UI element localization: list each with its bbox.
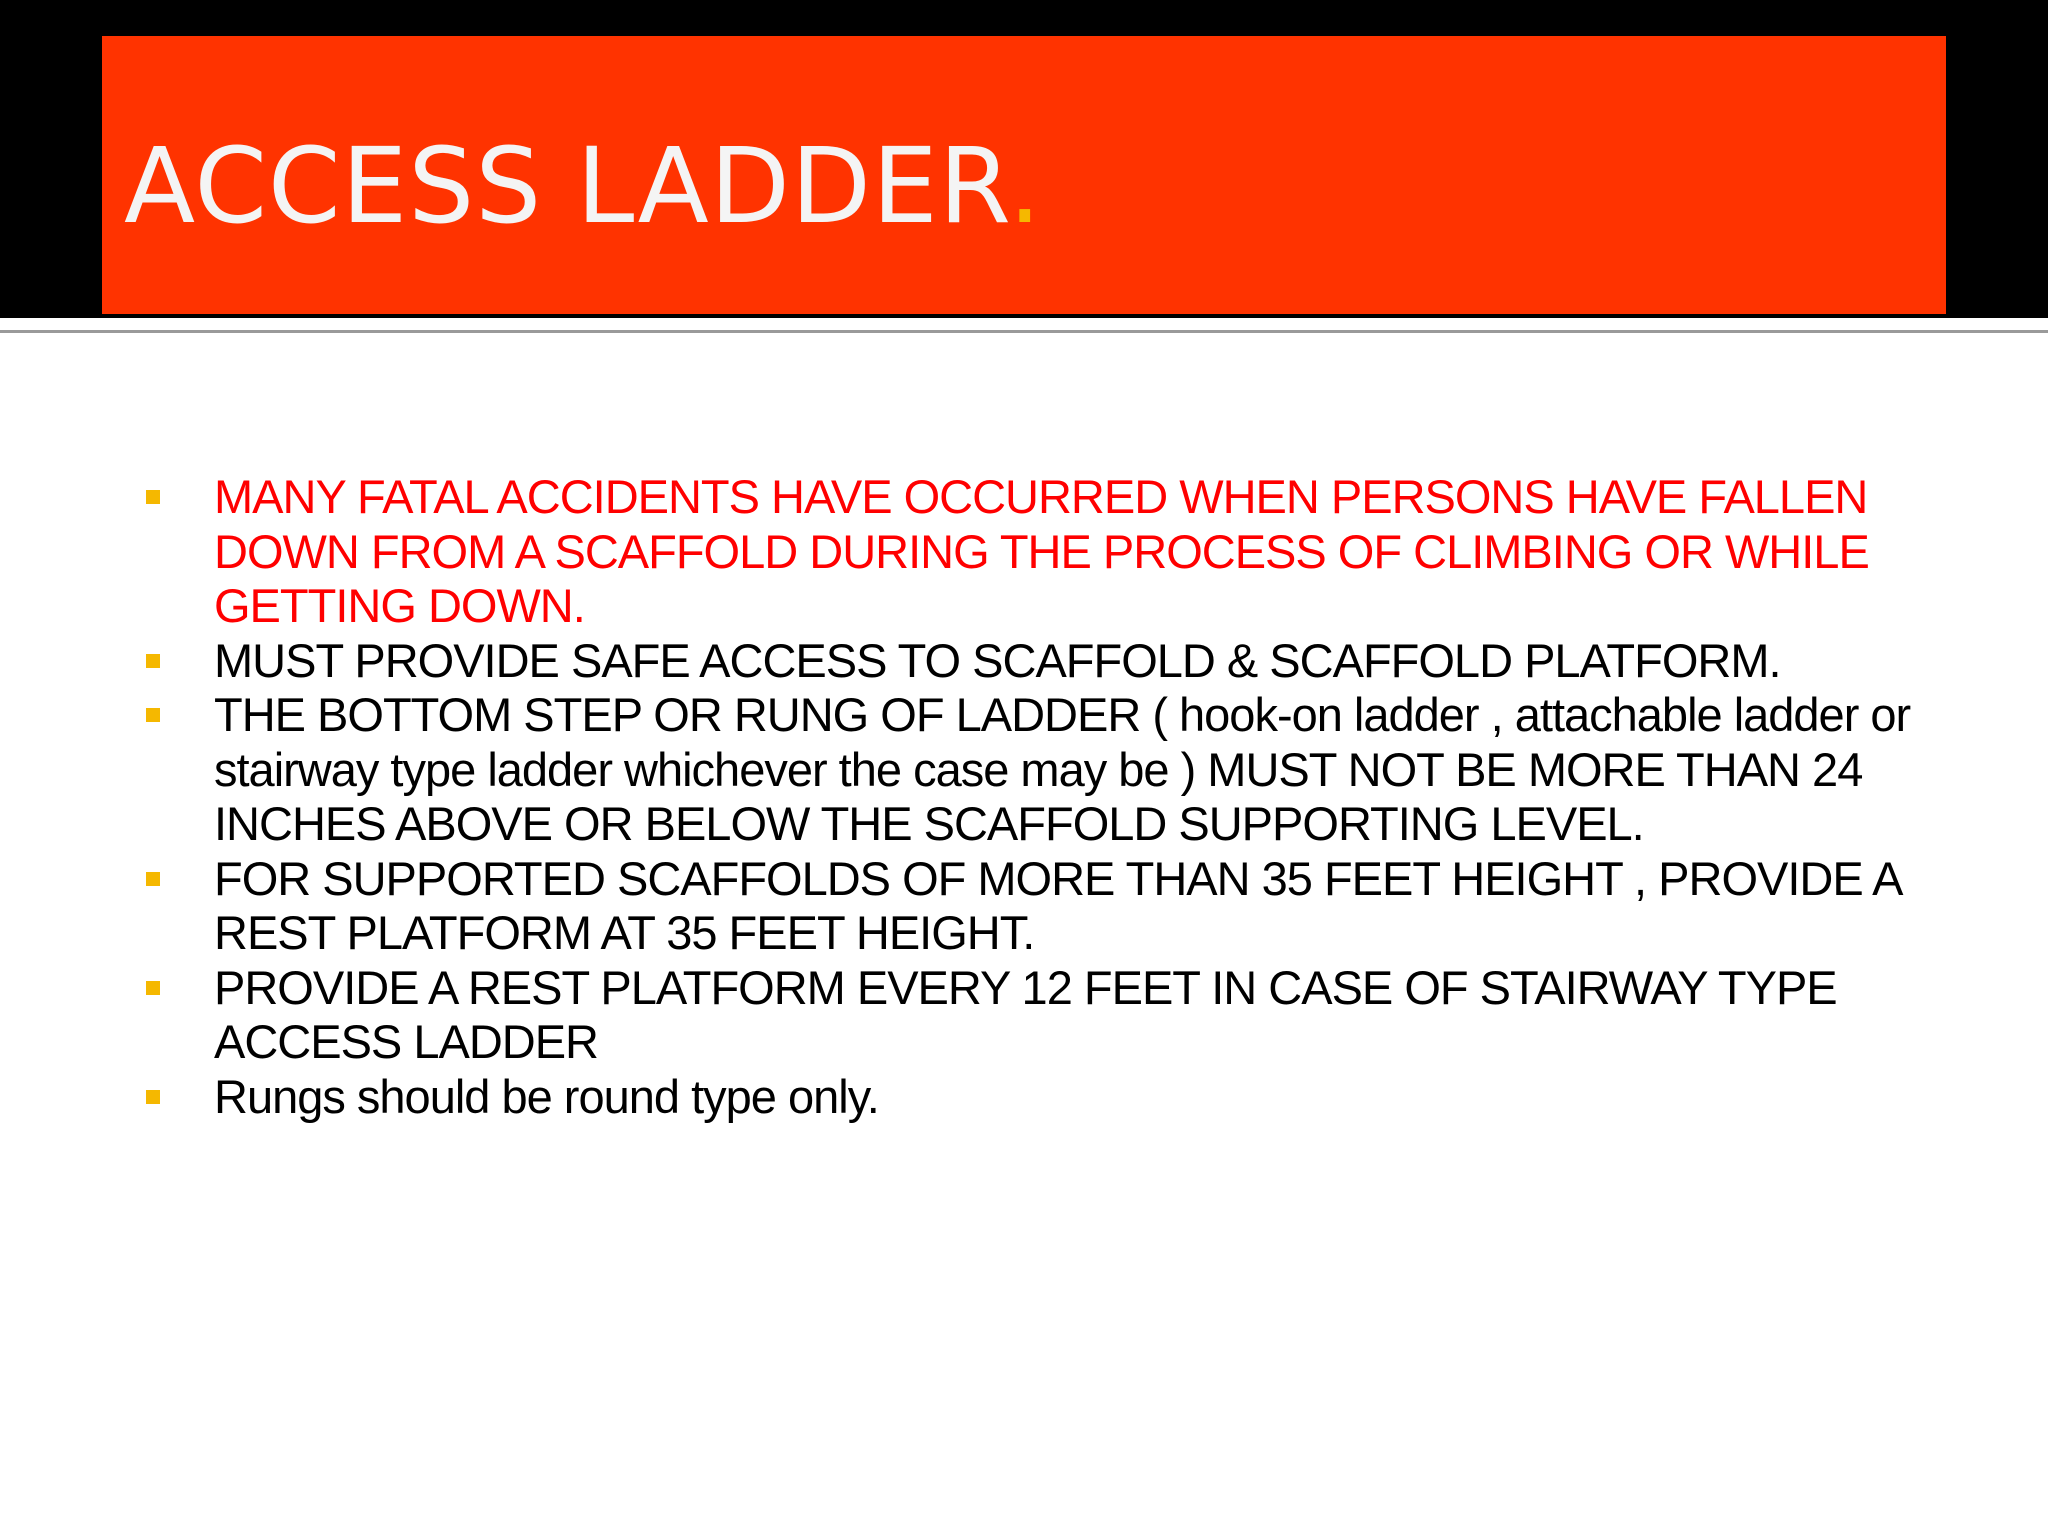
square-bullet-icon	[146, 1090, 160, 1104]
bullet-list	[140, 470, 1940, 1124]
slide-title-dot: .	[1008, 125, 1043, 247]
slide-title-text: ACCESS LADDER	[124, 125, 1009, 247]
square-bullet-icon	[146, 654, 160, 668]
bullet-text-6: Rungs should be round type only.	[214, 1069, 879, 1123]
bullet-text-1: MANY FATAL ACCIDENTS HAVE OCCURRED WHEN PERSONS HAVE FALLEN DOWN FROM A SCAFFOLD DURING THE PROCESS OF CLIMBING OR WHILE GETTING DOWN.	[214, 470, 1869, 632]
bullet-item-5	[140, 961, 1940, 1070]
bullet-item-6	[140, 1070, 1940, 1125]
square-bullet-icon	[146, 708, 160, 722]
bullet-text-2: MUST PROVIDE SAFE ACCESS TO SCAFFOLD & SCAFFOLD PLATFORM.	[214, 633, 1781, 687]
bullet-item-1	[140, 470, 1940, 634]
header-band	[0, 0, 2048, 318]
bullet-item-4	[140, 852, 1940, 961]
bullet-text-5: PROVIDE A REST PLATFORM EVERY 12 FEET IN CASE OF STAIRWAY TYPE ACCESS LADDER	[214, 960, 1837, 1068]
bullet-text-3: THE BOTTOM STEP OR RUNG OF LADDER ( hook-on ladder , attachable ladder or stairway type ladder whichever the case may be ) MUST NOT BE MORE THAN 24 INCHES ABOVE OR BELOW THE SCAFFOLD SUPPORTING LEVEL.	[214, 688, 1911, 850]
bullet-text-4: FOR SUPPORTED SCAFFOLDS OF MORE THAN 35 FEET HEIGHT , PROVIDE A REST PLATFORM AT 35 FEET HEIGHT.	[214, 851, 1900, 959]
header-divider	[0, 330, 2048, 333]
bullet-item-3	[140, 688, 1940, 852]
square-bullet-icon	[146, 872, 160, 886]
square-bullet-icon	[146, 490, 160, 504]
title-box	[102, 36, 1946, 314]
square-bullet-icon	[146, 981, 160, 995]
slide-title	[124, 125, 1043, 247]
bullet-item-2	[140, 634, 1940, 689]
